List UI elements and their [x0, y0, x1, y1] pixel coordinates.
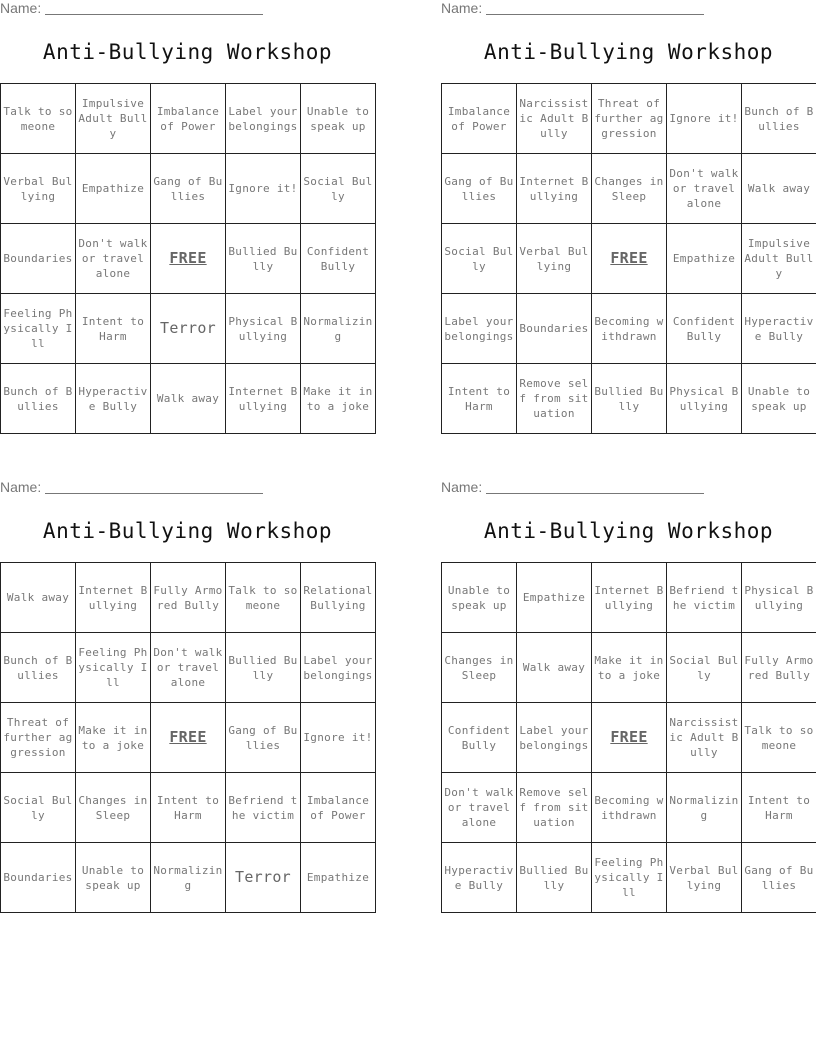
bingo-cell[interactable]: Internet Bullying: [517, 154, 592, 224]
free-space[interactable]: FREE: [151, 703, 226, 773]
bingo-cell[interactable]: Social Bully: [1, 773, 76, 843]
bingo-cell[interactable]: Internet Bullying: [592, 563, 667, 633]
name-blank[interactable]: [486, 493, 704, 494]
bingo-row: [442, 703, 816, 773]
name-blank[interactable]: [45, 493, 263, 494]
name-line: [441, 0, 704, 20]
bingo-cell[interactable]: Talk to someone: [742, 703, 816, 773]
bingo-cell[interactable]: Verbal Bullying: [517, 224, 592, 294]
bingo-cell[interactable]: Social Bully: [301, 154, 376, 224]
bingo-cell[interactable]: Walk away: [151, 364, 226, 434]
name-label: Name:: [441, 0, 483, 16]
card-title: Anti-Bullying Workshop: [483, 40, 774, 64]
bingo-row: [1, 633, 376, 703]
bingo-row: [1, 563, 376, 633]
bingo-cell[interactable]: Ignore it!: [667, 84, 742, 154]
bingo-cell[interactable]: Bullied Bully: [592, 364, 667, 434]
bingo-cell[interactable]: Threat of further aggression: [592, 84, 667, 154]
bingo-cell[interactable]: Impulsive Adult Bully: [742, 224, 816, 294]
bingo-cell[interactable]: Make it into a joke: [301, 364, 376, 434]
bingo-cell[interactable]: Don't walk or travel alone: [151, 633, 226, 703]
bingo-row: [1, 224, 376, 294]
bingo-cell[interactable]: Bullied Bully: [517, 843, 592, 913]
bingo-cell[interactable]: Physical Bullying: [667, 364, 742, 434]
bingo-cell[interactable]: Narcissistic Adult Bully: [517, 84, 592, 154]
bingo-cell[interactable]: Bullied Bully: [226, 224, 301, 294]
bingo-cell[interactable]: Imbalance of Power: [442, 84, 517, 154]
bingo-row: [1, 364, 376, 434]
bingo-cell[interactable]: Physical Bullying: [742, 563, 816, 633]
card-title: Anti-Bullying Workshop: [42, 519, 333, 543]
bingo-cell[interactable]: Confident Bully: [301, 224, 376, 294]
bingo-cell[interactable]: Bunch of Bullies: [1, 364, 76, 434]
bingo-cell[interactable]: Normalizing: [667, 773, 742, 843]
bingo-cell[interactable]: Unable to speak up: [742, 364, 816, 434]
bingo-row: [442, 633, 816, 703]
bingo-cell[interactable]: Verbal Bullying: [1, 154, 76, 224]
name-label: Name:: [0, 479, 42, 495]
free-space[interactable]: FREE: [592, 703, 667, 773]
bingo-grid: [441, 562, 816, 913]
name-blank[interactable]: [45, 14, 263, 15]
bingo-cell[interactable]: Narcissistic Adult Bully: [667, 703, 742, 773]
bingo-cell[interactable]: Make it into a joke: [592, 633, 667, 703]
bingo-cell[interactable]: Fully Armored Bully: [151, 563, 226, 633]
bingo-cell[interactable]: Empathize: [667, 224, 742, 294]
bingo-cell[interactable]: Talk to someone: [1, 84, 76, 154]
bingo-cell[interactable]: Make it into a joke: [76, 703, 151, 773]
bingo-cell[interactable]: Gang of Bullies: [442, 154, 517, 224]
bingo-cell[interactable]: Label your belongings: [442, 294, 517, 364]
bingo-cell[interactable]: Normalizing: [151, 843, 226, 913]
bingo-cell[interactable]: Social Bully: [667, 633, 742, 703]
bingo-row: [1, 84, 376, 154]
bingo-cell[interactable]: Threat of further aggression: [1, 703, 76, 773]
bingo-cell[interactable]: Walk away: [1, 563, 76, 633]
bingo-row: [442, 294, 816, 364]
card-title: Anti-Bullying Workshop: [42, 40, 333, 64]
bingo-cell[interactable]: Social Bully: [442, 224, 517, 294]
bingo-row: [1, 703, 376, 773]
bingo-cell[interactable]: Changes in Sleep: [442, 633, 517, 703]
bingo-cell[interactable]: Intent to Harm: [742, 773, 816, 843]
bingo-cell[interactable]: Internet Bullying: [226, 364, 301, 434]
bingo-cell[interactable]: Becoming withdrawn: [592, 294, 667, 364]
bingo-cell[interactable]: Boundaries: [517, 294, 592, 364]
bingo-cell[interactable]: Changes in Sleep: [76, 773, 151, 843]
bingo-cell[interactable]: Label your belongings: [226, 84, 301, 154]
bingo-cell[interactable]: Confident Bully: [667, 294, 742, 364]
bingo-row: [1, 843, 376, 913]
bingo-cell[interactable]: Fully Armored Bully: [742, 633, 816, 703]
bingo-cell[interactable]: Label your belongings: [301, 633, 376, 703]
bingo-cell[interactable]: Unable to speak up: [301, 84, 376, 154]
bingo-cell[interactable]: Verbal Bullying: [667, 843, 742, 913]
bingo-cell[interactable]: Intent to Harm: [442, 364, 517, 434]
bingo-row: [442, 154, 816, 224]
bingo-cell[interactable]: Gang of Bullies: [742, 843, 816, 913]
bingo-cell[interactable]: Empathize: [76, 154, 151, 224]
bingo-cell[interactable]: Hyperactive Bully: [742, 294, 816, 364]
bingo-cell[interactable]: Talk to someone: [226, 563, 301, 633]
bingo-cell[interactable]: Relational Bullying: [301, 563, 376, 633]
bingo-row: [1, 773, 376, 843]
bingo-cell[interactable]: Intent to Harm: [76, 294, 151, 364]
name-line: [0, 0, 263, 20]
bingo-row: [442, 773, 816, 843]
bingo-cell[interactable]: Befriend the victim: [667, 563, 742, 633]
name-line: [0, 479, 263, 499]
name-label: Name:: [441, 479, 483, 495]
bingo-cell[interactable]: Feeling Physically Ill: [1, 294, 76, 364]
bingo-cell[interactable]: Remove self from situation: [517, 773, 592, 843]
bingo-cell[interactable]: Gang of Bullies: [151, 154, 226, 224]
bingo-cell[interactable]: Ignore it!: [301, 703, 376, 773]
bingo-cell[interactable]: Feeling Physically Ill: [592, 843, 667, 913]
bingo-cell[interactable]: Walk away: [742, 154, 816, 224]
bingo-cell[interactable]: Don't walk or travel alone: [442, 773, 517, 843]
bingo-grid: [0, 562, 376, 913]
free-space[interactable]: FREE: [151, 224, 226, 294]
card-title: Anti-Bullying Workshop: [483, 519, 774, 543]
bingo-cell[interactable]: Gang of Bullies: [226, 703, 301, 773]
bingo-cell[interactable]: Label your belongings: [517, 703, 592, 773]
bingo-cell[interactable]: Don't walk or travel alone: [667, 154, 742, 224]
bingo-cell[interactable]: Changes in Sleep: [592, 154, 667, 224]
bingo-cell[interactable]: Physical Bullying: [226, 294, 301, 364]
bingo-row: [442, 364, 816, 434]
bingo-cell[interactable]: Bunch of Bullies: [1, 633, 76, 703]
bingo-grid: [441, 83, 816, 434]
bingo-cell[interactable]: Internet Bullying: [76, 563, 151, 633]
free-space[interactable]: FREE: [592, 224, 667, 294]
bingo-cell[interactable]: Terror: [151, 294, 226, 364]
bingo-row: [442, 224, 816, 294]
bingo-row: [442, 843, 816, 913]
bingo-cell[interactable]: Imbalance of Power: [151, 84, 226, 154]
name-line: [441, 479, 704, 499]
bingo-cell[interactable]: Don't walk or travel alone: [76, 224, 151, 294]
bingo-row: [442, 84, 816, 154]
bingo-row: [442, 563, 816, 633]
bingo-cell[interactable]: Ignore it!: [226, 154, 301, 224]
bingo-cell[interactable]: Empathize: [301, 843, 376, 913]
bingo-cell[interactable]: Walk away: [517, 633, 592, 703]
bingo-cell[interactable]: Unable to speak up: [76, 843, 151, 913]
bingo-cell[interactable]: Befriend the victim: [226, 773, 301, 843]
bingo-cell[interactable]: Imbalance of Power: [301, 773, 376, 843]
bingo-row: [1, 294, 376, 364]
name-blank[interactable]: [486, 14, 704, 15]
bingo-cell[interactable]: Hyperactive Bully: [442, 843, 517, 913]
bingo-grid: [0, 83, 376, 434]
bingo-cell[interactable]: Confident Bully: [442, 703, 517, 773]
bingo-cell[interactable]: Normalizing: [301, 294, 376, 364]
bingo-cell[interactable]: Remove self from situation: [517, 364, 592, 434]
bingo-cell[interactable]: Intent to Harm: [151, 773, 226, 843]
bingo-cell[interactable]: Empathize: [517, 563, 592, 633]
bingo-cell[interactable]: Impulsive Adult Bully: [76, 84, 151, 154]
name-label: Name:: [0, 0, 42, 16]
bingo-row: [1, 154, 376, 224]
bingo-cell[interactable]: Terror: [226, 843, 301, 913]
bingo-cell[interactable]: Bullied Bully: [226, 633, 301, 703]
bingo-cell[interactable]: Unable to speak up: [442, 563, 517, 633]
bingo-cell[interactable]: Bunch of Bullies: [742, 84, 816, 154]
bingo-cell[interactable]: Feeling Physically Ill: [76, 633, 151, 703]
bingo-cell[interactable]: Boundaries: [1, 224, 76, 294]
bingo-cell[interactable]: Hyperactive Bully: [76, 364, 151, 434]
bingo-cell[interactable]: Boundaries: [1, 843, 76, 913]
bingo-cell[interactable]: Becoming withdrawn: [592, 773, 667, 843]
